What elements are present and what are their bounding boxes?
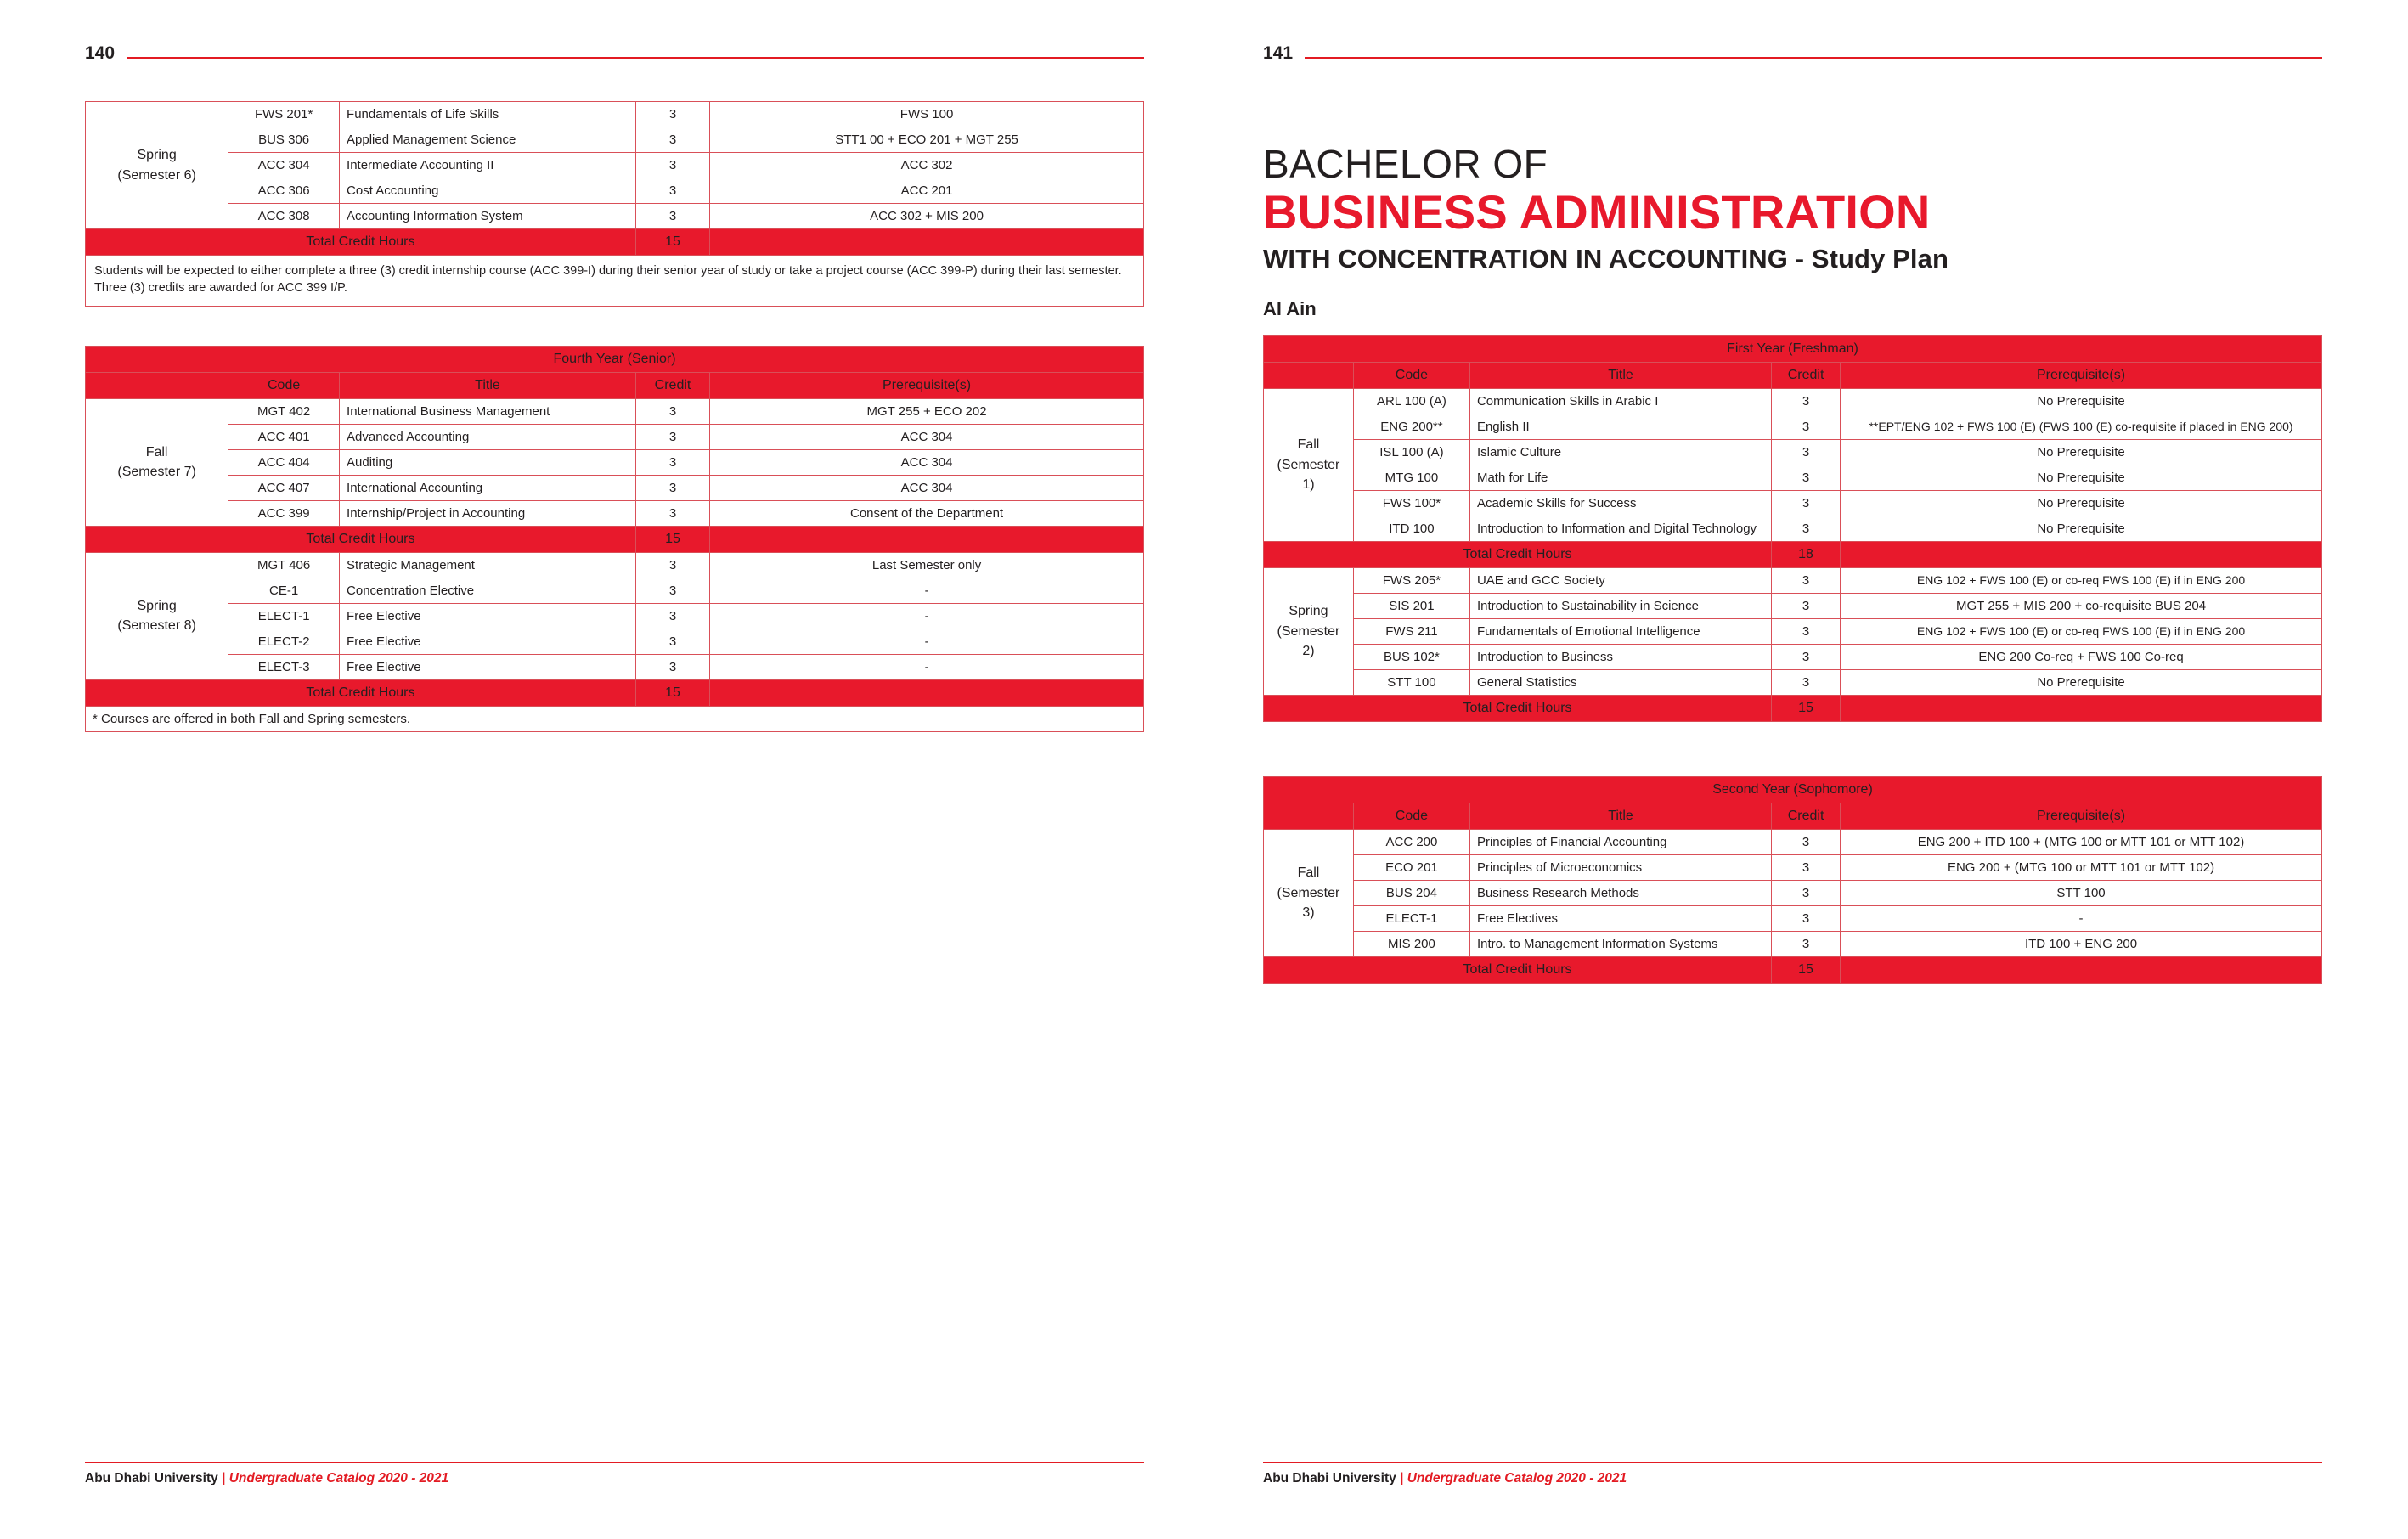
course-code: ELECT-3	[228, 654, 340, 679]
course-prerequisite: ACC 304	[710, 449, 1144, 475]
course-code: ISL 100 (A)	[1353, 439, 1469, 465]
internship-note: Students will be expected to either complete a three (3) credit internship course (ACC 399-I) during their senior year of study or take a project course (ACC 399-P) during their last semester. Three (3) credits are awarded for ACC 399 I/P.	[85, 256, 1144, 307]
year-band-label: First Year (Freshman)	[1264, 335, 2322, 362]
table-row	[86, 500, 1144, 526]
header-prerequisite: Prerequisite(s)	[1841, 803, 2322, 829]
header-credit: Credit	[1772, 803, 1841, 829]
total-row	[1264, 695, 2322, 721]
total-blank-cell	[1841, 695, 2322, 721]
course-credit: 3	[635, 398, 709, 424]
course-credit: 3	[1772, 490, 1841, 516]
course-prerequisite: Last Semester only	[710, 552, 1144, 578]
first-year-table	[1263, 335, 2322, 722]
course-credit: 3	[635, 178, 709, 204]
table-row	[1264, 593, 2322, 618]
course-code: FWS 201*	[228, 102, 340, 127]
course-prerequisite: ENG 200 + (MTG 100 or MTT 101 or MTT 102)	[1841, 854, 2322, 880]
total-row	[86, 526, 1144, 552]
course-credit: 3	[1772, 854, 1841, 880]
table-header-row	[1264, 803, 2322, 829]
course-code: STT 100	[1353, 669, 1469, 695]
course-credit: 3	[635, 552, 709, 578]
total-blank-cell	[710, 526, 1144, 552]
course-code: BUS 102*	[1353, 644, 1469, 669]
total-credit-label: Total Credit Hours	[86, 526, 636, 552]
course-credit: 3	[1772, 905, 1841, 931]
table-row	[86, 475, 1144, 500]
course-credit: 3	[1772, 931, 1841, 956]
second-year-table	[1263, 776, 2322, 984]
semester-label: Spring (Semester 2)	[1264, 567, 1354, 695]
course-code: ACC 200	[1353, 829, 1469, 854]
header-prerequisite: Prerequisite(s)	[1841, 362, 2322, 388]
course-prerequisite: STT1 00 + ECO 201 + MGT 255	[710, 127, 1144, 153]
course-credit: 3	[635, 449, 709, 475]
table-row	[86, 178, 1144, 204]
course-prerequisite: ENG 200 Co-req + FWS 100 Co-req	[1841, 644, 2322, 669]
table-row	[1264, 829, 2322, 854]
semester-label: Fall (Semester 1)	[1264, 388, 1354, 541]
header-rule	[1305, 57, 2322, 59]
catalog-page-141	[1204, 0, 2407, 1539]
course-prerequisite: ENG 102 + FWS 100 (E) or co-req FWS 100 (E) if in ENG 200	[1841, 618, 2322, 644]
course-title: Strategic Management	[340, 552, 636, 578]
course-code: SIS 201	[1353, 593, 1469, 618]
total-row	[86, 679, 1144, 706]
table-row	[86, 552, 1144, 578]
table-row	[1264, 618, 2322, 644]
course-prerequisite: MGT 255 + ECO 202	[710, 398, 1144, 424]
course-prerequisite: MGT 255 + MIS 200 + co-requisite BUS 204	[1841, 593, 2322, 618]
table-row	[1264, 388, 2322, 414]
table-row	[86, 204, 1144, 229]
table-row	[86, 102, 1144, 127]
course-prerequisite: ACC 201	[710, 178, 1144, 204]
course-title: Fundamentals of Emotional Intelligence	[1469, 618, 1771, 644]
header-code: Code	[228, 372, 340, 398]
total-row	[1264, 541, 2322, 567]
course-title: Math for Life	[1469, 465, 1771, 490]
page-number: 140	[85, 43, 116, 63]
title-line-program: BUSINESS ADMINISTRATION	[1263, 184, 1931, 239]
campus-label: Al Ain	[1263, 297, 1317, 319]
course-prerequisite: No Prerequisite	[1841, 516, 2322, 541]
course-prerequisite: FWS 100	[710, 102, 1144, 127]
course-prerequisite: ACC 302 + MIS 200	[710, 204, 1144, 229]
footer-university: Abu Dhabi University	[1263, 1471, 1396, 1485]
course-title: Concentration Elective	[340, 578, 636, 603]
course-title: Free Elective	[340, 603, 636, 629]
course-prerequisite: No Prerequisite	[1841, 439, 2322, 465]
header-title: Title	[340, 372, 636, 398]
course-title: Communication Skills in Arabic I	[1469, 388, 1771, 414]
course-title: International Business Management	[340, 398, 636, 424]
course-title: English II	[1469, 414, 1771, 439]
course-code: BUS 306	[228, 127, 340, 153]
course-credit: 3	[635, 654, 709, 679]
course-credit: 3	[635, 475, 709, 500]
course-title: International Accounting	[340, 475, 636, 500]
course-title: Business Research Methods	[1469, 880, 1771, 905]
course-prerequisite: ENG 200 + ITD 100 + (MTG 100 or MTT 101 or MTT 102)	[1841, 829, 2322, 854]
course-credit: 3	[635, 204, 709, 229]
course-credit: 3	[635, 424, 709, 449]
semester-label: Fall (Semester 7)	[86, 398, 228, 526]
course-credit: 3	[635, 500, 709, 526]
table-row	[1264, 490, 2322, 516]
table-band	[86, 346, 1144, 372]
course-title: Principles of Microeconomics	[1469, 854, 1771, 880]
course-title: Principles of Financial Accounting	[1469, 829, 1771, 854]
course-title: Advanced Accounting	[340, 424, 636, 449]
total-credit-value: 15	[1772, 695, 1841, 721]
header-blank	[1264, 803, 1354, 829]
table-footnote: * Courses are offered in both Fall and Spring semesters.	[86, 706, 1144, 731]
course-prerequisite: **EPT/ENG 102 + FWS 100 (E) (FWS 100 (E) co-requisite if placed in ENG 200)	[1841, 414, 2322, 439]
total-credit-value: 18	[1772, 541, 1841, 567]
table-row	[1264, 439, 2322, 465]
course-code: FWS 100*	[1353, 490, 1469, 516]
table-row	[1264, 905, 2322, 931]
page-number: 141	[1263, 43, 1294, 63]
table-row	[86, 449, 1144, 475]
course-title: Fundamentals of Life Skills	[340, 102, 636, 127]
course-prerequisite: -	[1841, 905, 2322, 931]
course-credit: 3	[635, 102, 709, 127]
course-title: Cost Accounting	[340, 178, 636, 204]
course-prerequisite: No Prerequisite	[1841, 465, 2322, 490]
course-credit: 3	[1772, 669, 1841, 695]
footer-separator: |	[222, 1471, 226, 1485]
course-code: ACC 401	[228, 424, 340, 449]
course-code: ITD 100	[1353, 516, 1469, 541]
course-title: Accounting Information System	[340, 204, 636, 229]
table-row	[86, 578, 1144, 603]
year-band-label: Second Year (Sophomore)	[1264, 776, 2322, 803]
course-title: Free Elective	[340, 654, 636, 679]
year-band-label: Fourth Year (Senior)	[86, 346, 1144, 372]
header-title: Title	[1469, 803, 1771, 829]
header-blank	[1264, 362, 1354, 388]
course-title: Free Elective	[340, 629, 636, 654]
course-prerequisite: ITD 100 + ENG 200	[1841, 931, 2322, 956]
course-prerequisite: ACC 304	[710, 424, 1144, 449]
course-title: General Statistics	[1469, 669, 1771, 695]
footer-rule	[85, 1462, 1144, 1463]
course-prerequisite: -	[710, 578, 1144, 603]
footer-university: Abu Dhabi University	[85, 1471, 218, 1485]
course-code: CE-1	[228, 578, 340, 603]
header-credit: Credit	[1772, 362, 1841, 388]
course-credit: 3	[635, 603, 709, 629]
course-code: ACC 308	[228, 204, 340, 229]
table-row	[86, 654, 1144, 679]
course-code: ACC 407	[228, 475, 340, 500]
course-credit: 3	[1772, 516, 1841, 541]
page-footer	[1263, 1462, 2322, 1486]
course-credit: 3	[1772, 567, 1841, 593]
title-line-concentration: WITH CONCENTRATION IN ACCOUNTING - Study Plan	[1263, 244, 1949, 274]
footer-text	[1263, 1471, 2322, 1486]
header-code: Code	[1353, 803, 1469, 829]
total-credit-label: Total Credit Hours	[1264, 956, 1772, 983]
footnote-row	[86, 706, 1144, 731]
total-credit-value: 15	[635, 679, 709, 706]
course-credit: 3	[1772, 880, 1841, 905]
table-band	[1264, 335, 2322, 362]
total-credit-label: Total Credit Hours	[86, 679, 636, 706]
course-code: MGT 402	[228, 398, 340, 424]
course-prerequisite: ENG 102 + FWS 100 (E) or co-req FWS 100 (E) if in ENG 200	[1841, 567, 2322, 593]
table-row	[86, 603, 1144, 629]
table-row	[1264, 854, 2322, 880]
course-credit: 3	[1772, 414, 1841, 439]
total-credit-value: 15	[1772, 956, 1841, 983]
course-prerequisite: No Prerequisite	[1841, 388, 2322, 414]
course-prerequisite: ACC 302	[710, 153, 1144, 178]
table-header-row	[1264, 362, 2322, 388]
table-row	[1264, 567, 2322, 593]
header-credit: Credit	[635, 372, 709, 398]
course-code: FWS 205*	[1353, 567, 1469, 593]
total-row	[1264, 956, 2322, 983]
course-prerequisite: Consent of the Department	[710, 500, 1144, 526]
table-row	[1264, 931, 2322, 956]
table-row	[1264, 516, 2322, 541]
course-title: Introduction to Information and Digital Technology	[1469, 516, 1771, 541]
table-row	[1264, 644, 2322, 669]
table-row	[86, 127, 1144, 153]
total-credit-value: 15	[635, 229, 709, 256]
program-title-block	[1263, 62, 2322, 320]
total-blank-cell	[710, 229, 1144, 256]
course-credit: 3	[1772, 439, 1841, 465]
course-code: ECO 201	[1353, 854, 1469, 880]
course-title: Free Electives	[1469, 905, 1771, 931]
header-title: Title	[1469, 362, 1771, 388]
table-row	[1264, 669, 2322, 695]
total-credit-label: Total Credit Hours	[1264, 695, 1772, 721]
course-prerequisite: No Prerequisite	[1841, 669, 2322, 695]
course-title: Intro. to Management Information Systems	[1469, 931, 1771, 956]
course-code: ENG 200**	[1353, 414, 1469, 439]
course-prerequisite: ACC 304	[710, 475, 1144, 500]
course-prerequisite: -	[710, 654, 1144, 679]
table-band	[1264, 776, 2322, 803]
course-title: Islamic Culture	[1469, 439, 1771, 465]
course-code: MGT 406	[228, 552, 340, 578]
header-blank	[86, 372, 228, 398]
footer-rule	[1263, 1462, 2322, 1463]
table-row	[86, 629, 1144, 654]
course-code: ACC 399	[228, 500, 340, 526]
footer-catalog: Undergraduate Catalog 2020 - 2021	[1407, 1471, 1627, 1485]
course-credit: 3	[1772, 644, 1841, 669]
total-blank-cell	[1841, 541, 2322, 567]
course-title: Intermediate Accounting II	[340, 153, 636, 178]
course-title: UAE and GCC Society	[1469, 567, 1771, 593]
course-code: BUS 204	[1353, 880, 1469, 905]
table-row	[86, 398, 1144, 424]
course-title: Applied Management Science	[340, 127, 636, 153]
course-credit: 3	[1772, 593, 1841, 618]
table-header-row	[86, 372, 1144, 398]
course-prerequisite: -	[710, 629, 1144, 654]
course-title: Introduction to Sustainability in Science	[1469, 593, 1771, 618]
course-code: MTG 100	[1353, 465, 1469, 490]
course-code: MIS 200	[1353, 931, 1469, 956]
table-row	[86, 424, 1144, 449]
course-credit: 3	[635, 153, 709, 178]
page-header	[85, 0, 1144, 62]
course-code: ACC 304	[228, 153, 340, 178]
course-credit: 3	[635, 127, 709, 153]
course-prerequisite: -	[710, 603, 1144, 629]
course-credit: 3	[1772, 829, 1841, 854]
course-credit: 3	[1772, 465, 1841, 490]
semester-label: Spring (Semester 8)	[86, 552, 228, 679]
table-row	[1264, 465, 2322, 490]
course-code: ELECT-2	[228, 629, 340, 654]
total-credit-label: Total Credit Hours	[86, 229, 636, 256]
course-prerequisite: STT 100	[1841, 880, 2322, 905]
course-credit: 3	[1772, 388, 1841, 414]
course-title: Internship/Project in Accounting	[340, 500, 636, 526]
fourth-year-table	[85, 346, 1144, 732]
course-title: Academic Skills for Success	[1469, 490, 1771, 516]
total-credit-label: Total Credit Hours	[1264, 541, 1772, 567]
total-row	[86, 229, 1144, 256]
course-title: Introduction to Business	[1469, 644, 1771, 669]
table-row	[1264, 414, 2322, 439]
semester-label: Spring (Semester 6)	[86, 102, 228, 229]
course-credit: 3	[635, 578, 709, 603]
course-code: ACC 306	[228, 178, 340, 204]
total-blank-cell	[1841, 956, 2322, 983]
total-blank-cell	[710, 679, 1144, 706]
semester6-table	[85, 101, 1144, 256]
course-code: ACC 404	[228, 449, 340, 475]
course-credit: 3	[1772, 618, 1841, 644]
footer-catalog: Undergraduate Catalog 2020 - 2021	[228, 1471, 449, 1485]
header-prerequisite: Prerequisite(s)	[710, 372, 1144, 398]
footer-text	[85, 1471, 1144, 1486]
table-row	[1264, 880, 2322, 905]
footer-separator: |	[1400, 1471, 1404, 1485]
title-line-bachelor: BACHELOR OF	[1263, 142, 1548, 186]
course-code: ELECT-1	[1353, 905, 1469, 931]
course-code: ARL 100 (A)	[1353, 388, 1469, 414]
course-title: Auditing	[340, 449, 636, 475]
header-code: Code	[1353, 362, 1469, 388]
semester-label: Fall (Semester 3)	[1264, 829, 1354, 956]
course-prerequisite: No Prerequisite	[1841, 490, 2322, 516]
table-row	[86, 153, 1144, 178]
page-footer	[85, 1462, 1144, 1486]
total-credit-value: 15	[635, 526, 709, 552]
page-header	[1263, 0, 2322, 62]
course-credit: 3	[635, 629, 709, 654]
course-code: ELECT-1	[228, 603, 340, 629]
header-rule	[127, 57, 1144, 59]
course-code: FWS 211	[1353, 618, 1469, 644]
